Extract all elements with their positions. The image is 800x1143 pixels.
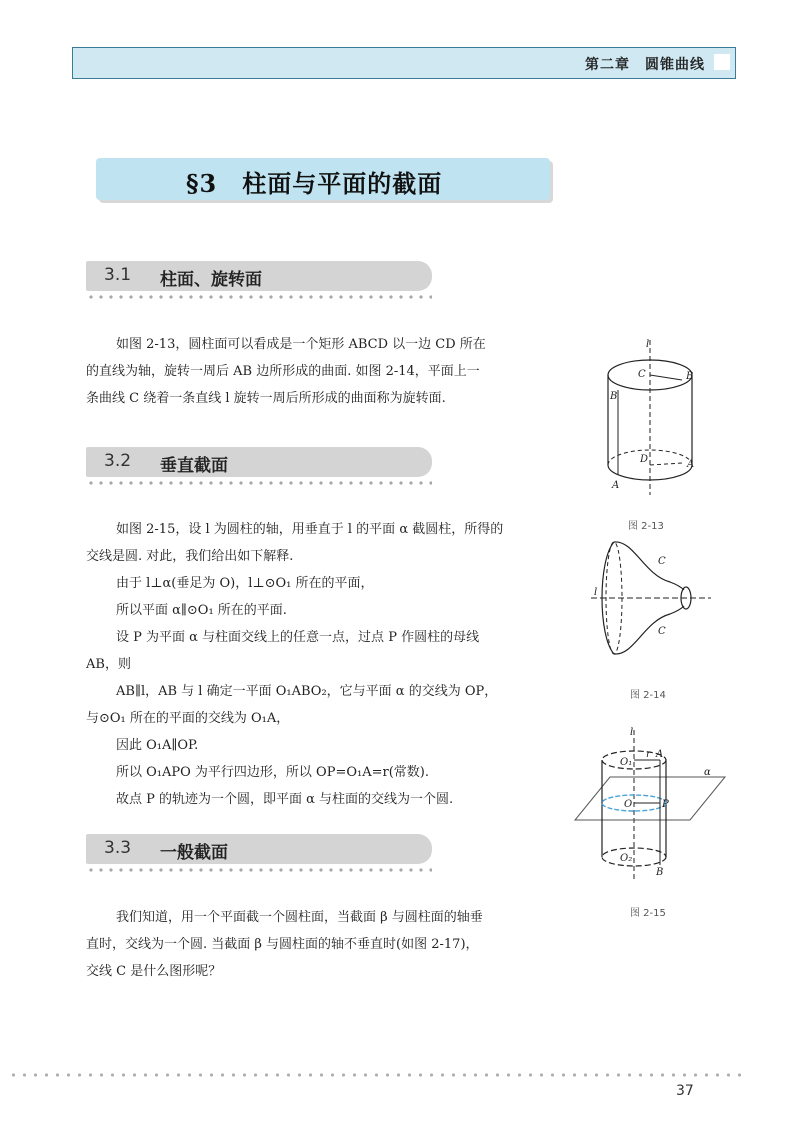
figure-2-13 xyxy=(590,335,720,500)
label-b-side: B xyxy=(610,391,618,402)
label-l: l xyxy=(594,587,598,598)
text-line: 所以 O₁APO 为平行四边形，所以 OP=O₁A=r(常数). xyxy=(116,765,429,780)
section-title: 垂直截面 xyxy=(160,456,228,476)
dotted-divider xyxy=(86,295,432,299)
chapter-header xyxy=(72,47,736,79)
curve-c-lower xyxy=(614,606,684,654)
section-3-1-text xyxy=(86,331,558,412)
radius-top xyxy=(650,375,682,380)
label-d: D xyxy=(640,454,649,465)
text-line: 设 P 为平面 α 与柱面交线上的任意一点，过点 P 作圆柱的母线 xyxy=(116,630,480,645)
section-title-banner xyxy=(96,158,550,200)
section-number: 3.3 xyxy=(104,838,132,858)
figure-caption: 图 2-15 xyxy=(630,908,666,919)
label-alpha: α xyxy=(704,767,711,778)
text-line: 所以平面 α∥⊙O₁ 所在的平面. xyxy=(116,603,287,618)
label-b: B xyxy=(656,867,664,878)
text-line: 我们知道，用一个平面截一个圆柱面，当截面 β 与圆柱面的轴垂 xyxy=(116,910,483,925)
label-a-right: A xyxy=(687,459,695,470)
label-p: P xyxy=(662,799,669,810)
radius-bottom xyxy=(650,463,682,465)
section-title: 一般截面 xyxy=(160,843,228,863)
text-line: 如图 2-13，圆柱面可以看成是一个矩形 ABCD 以一边 CD 所在 xyxy=(116,337,486,352)
text-line: AB，则 xyxy=(86,657,131,672)
label-b-top: B xyxy=(686,371,694,382)
dotted-divider xyxy=(86,868,432,872)
figure-caption: 图 2-14 xyxy=(630,690,666,701)
header-decoration xyxy=(714,54,730,70)
text-line: 条曲线 C 绕着一条直线 l 旋转一周后所形成的曲面称为旋转面. xyxy=(86,391,446,406)
figure-2-15 xyxy=(570,725,730,885)
text-line: 如图 2-15，设 l 为圆柱的轴，用垂直于 l 的平面 α 截圆柱，所得的 xyxy=(116,522,504,537)
page-number: 37 xyxy=(676,1083,694,1099)
label-l: l xyxy=(630,727,634,738)
section-heading-3-2 xyxy=(86,447,432,477)
label-a: A xyxy=(656,749,664,760)
text-line: 交线是圆. 对此，我们给出如下解释. xyxy=(86,549,294,564)
text-line: 故点 P 的轨迹为一个圆，即平面 α 与柱面的交线为一个圆. xyxy=(116,792,454,807)
section-heading-3-3 xyxy=(86,834,432,864)
chapter-title: 第二章 圆锥曲线 xyxy=(585,57,705,73)
text-line: 的直线为轴，旋转一周后 AB 边所形成的曲面. 如图 2-14，平面上一 xyxy=(86,364,480,379)
text-line: 与⊙O₁ 所在的平面的交线为 O₁A， xyxy=(86,711,290,726)
figure-2-14 xyxy=(586,530,716,670)
page-title: §3 柱面与平面的截面 xyxy=(186,169,443,198)
label-o1: O₁ xyxy=(620,757,633,768)
section-number: 3.1 xyxy=(104,265,132,285)
section-3-3-text xyxy=(86,904,558,985)
label-c-lower: C xyxy=(658,626,666,637)
section-3-2-text xyxy=(86,516,558,813)
dotted-divider xyxy=(86,481,432,485)
text-line: 交线 C 是什么图形呢？ xyxy=(86,964,222,979)
section-title: 柱面、旋转面 xyxy=(160,270,262,290)
section-number: 3.2 xyxy=(104,451,132,471)
text-line: 直时，交线为一个圆. 当截面 β 与圆柱面的轴不垂直时(如图 2-17)， xyxy=(86,937,479,952)
footer-dotted-line xyxy=(8,1073,748,1077)
figure-caption: 图 2-13 xyxy=(628,521,664,532)
section-heading-3-1 xyxy=(86,261,432,291)
text-line: 因此 O₁A∥OP. xyxy=(116,738,199,753)
label-c-upper: C xyxy=(658,556,666,567)
plane-alpha xyxy=(575,777,725,820)
label-r: r xyxy=(646,749,651,760)
label-a-bottom: A xyxy=(612,480,620,491)
text-line: AB∥l，AB 与 l 确定一平面 O₁ABO₂，它与平面 α 的交线为 OP， xyxy=(116,684,498,699)
label-o2: O₂ xyxy=(620,853,633,864)
text-line: 由于 l⊥α(垂足为 O)，l⊥⊙O₁ 所在的平面， xyxy=(116,576,374,591)
label-l: l xyxy=(646,339,650,350)
label-o: O xyxy=(624,799,633,810)
label-c: C xyxy=(638,369,646,380)
curve-c-upper xyxy=(614,542,684,590)
